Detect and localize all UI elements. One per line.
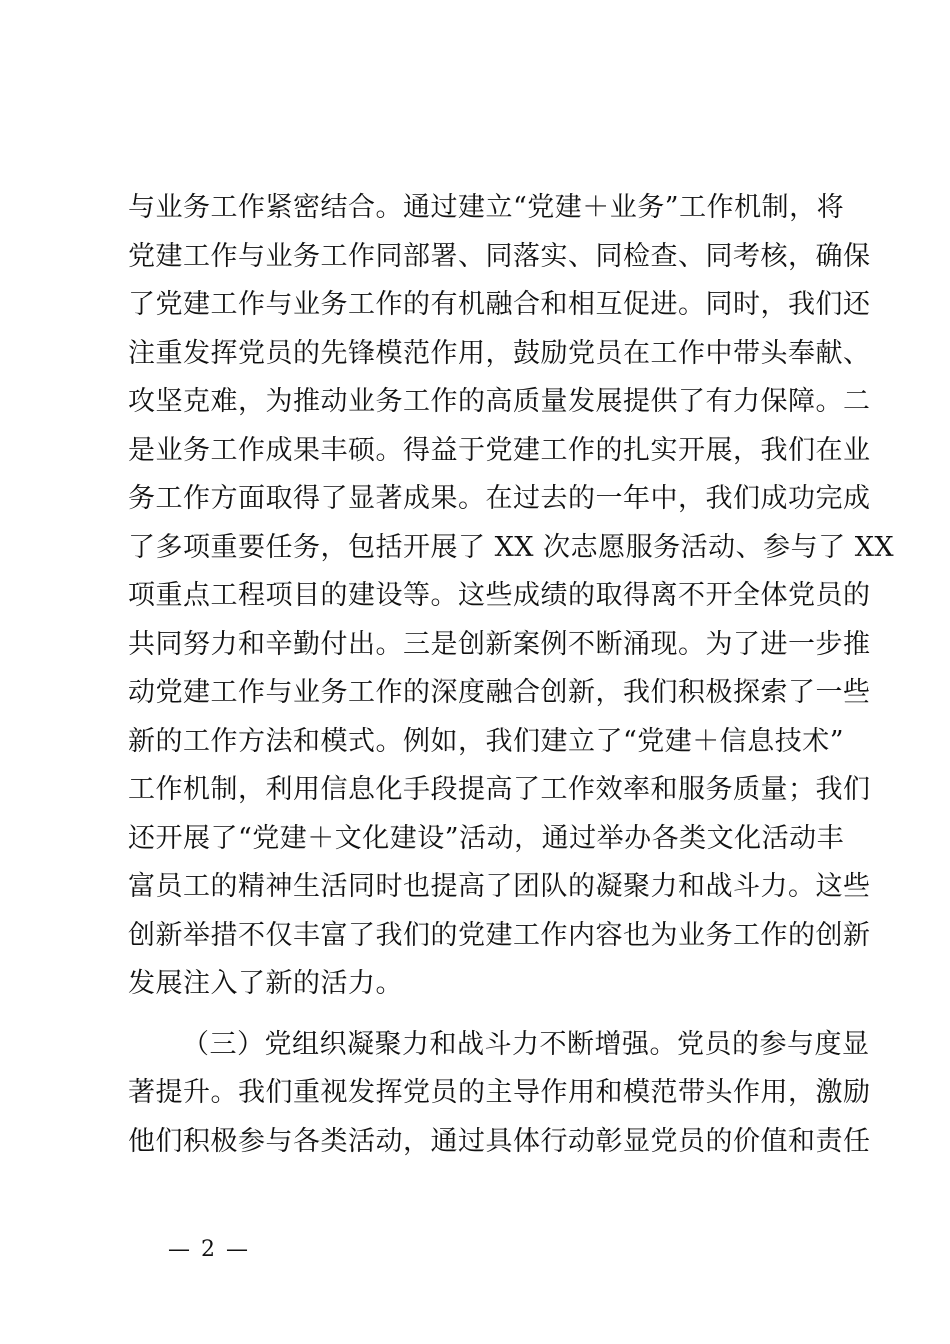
text-line: 还开展了“党建＋文化建设”活动，通过举办各类文化活动丰 [128,822,845,854]
text-line: 与业务工作紧密结合。通过建立“党建＋业务”工作机制，将 [128,192,845,223]
paragraph-2 [128,1021,871,1167]
paragraph-gap [128,1009,848,1021]
text-line: 攻坚克难，为推动业务工作的高质量发展提供了有力保障。二 [128,386,871,417]
text-line: 发展注入了新的活力。 [128,968,403,999]
text-line: 党建工作与业务工作同部署、同落实、同检查、同考核，确保 [128,240,871,272]
body-text [128,184,895,1166]
text-line: 了多项重要任务，包括开展了 XX 次志愿服务活动、参与了 XX [128,531,895,563]
text-line-first: （三）党组织凝聚力和战斗力不断增强。党员的参与度显 [182,1028,870,1060]
text-line: 项重点工程项目的建设等。这些成绩的取得离不开全体党员的 [128,580,871,611]
page-number: — 2 — [168,1237,250,1262]
text-line: 他们积极参与各类活动，通过具体行动彰显党员的价值和责任 [128,1125,871,1157]
text-line: 了党建工作与业务工作的有机融合和相互促进。同时，我们还 [128,289,871,320]
text-line: 创新举措不仅丰富了我们的党建工作内容也为业务工作的创新 [128,919,871,951]
text-line: 是业务工作成果丰硕。得益于党建工作的扎实开展，我们在业 [128,434,871,466]
text-line: 富员工的精神生活同时也提高了团队的凝聚力和战斗力。这些 [128,871,871,902]
text-line: 工作机制，利用信息化手段提高了工作效率和服务质量；我们 [128,774,871,805]
text-line: 务工作方面取得了显著成果。在过去的一年中，我们成功完成 [128,483,871,514]
paragraph-1 [128,184,895,1009]
text-line: 共同努力和辛勤付出。三是创新案例不断涌现。为了进一步推 [128,628,871,660]
text-line: 动党建工作与业务工作的深度融合创新，我们积极探索了一些 [128,677,871,708]
text-line: 新的工作方法和模式。例如，我们建立了“党建＋信息技术” [128,725,845,757]
text-line: 著提升。我们重视发挥党员的主导作用和模范带头作用，激励 [128,1077,871,1108]
text-line: 注重发挥党员的先锋模范作用，鼓励党员在工作中带头奉献、 [128,337,871,369]
